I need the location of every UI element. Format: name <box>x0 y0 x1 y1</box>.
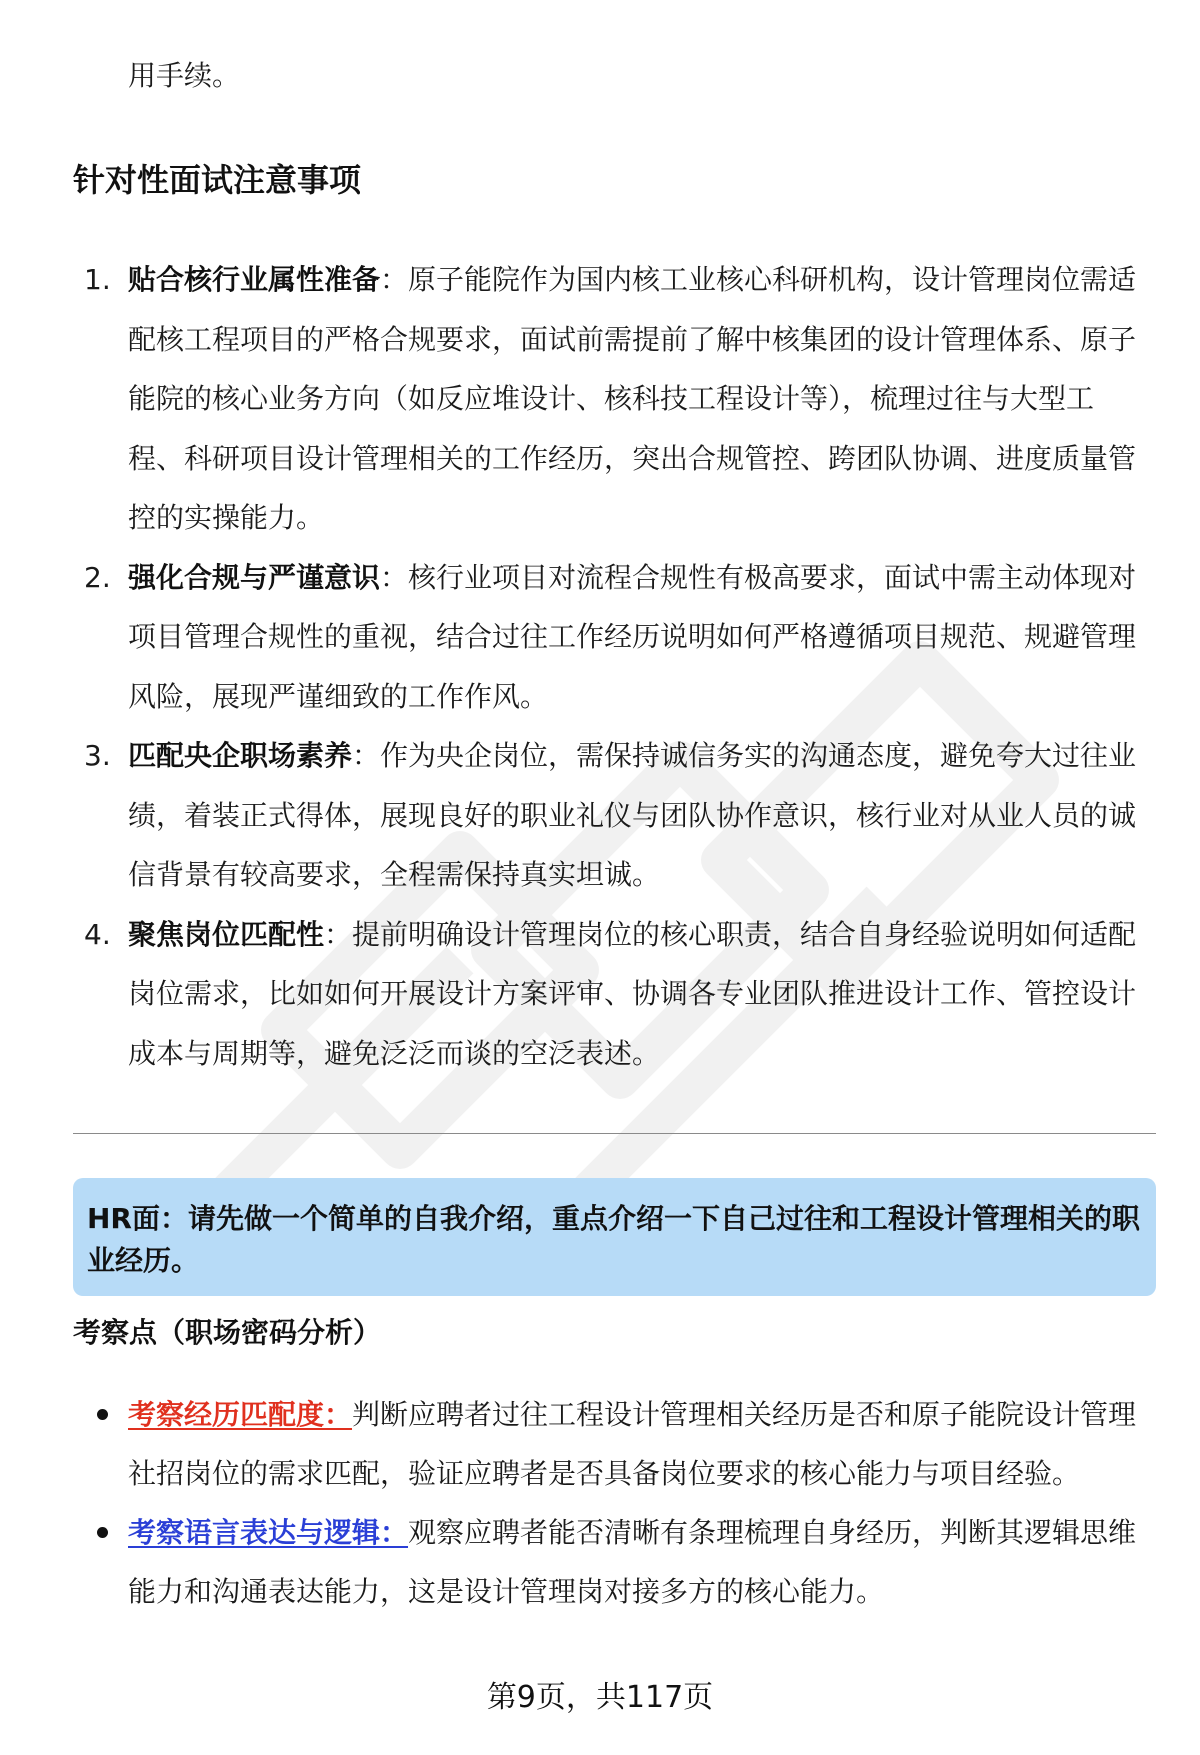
continuation-text: 用手续。 <box>128 59 241 92</box>
item-colon: ： <box>380 263 409 296</box>
section-title: 针对性面试注意事项 <box>73 161 362 199</box>
bullet-text: 判断应聘者过往工程设计管理相关经历是否和原子能院设计管理社招岗位的需求匹配，验证应聘者是否具备岗位要求的核心能力与项目经验。 <box>128 1398 1137 1490</box>
item-text: 核行业项目对流程合规性有极高要求，面试中需主动体现对项目管理合规性的重视，结合过往工作经历说明如何严格遵循项目规范、规避管理风险，展现严谨细致的工作作风。 <box>128 560 1137 713</box>
item-keyword: 匹配央企职场素养 <box>128 739 353 772</box>
section-divider <box>73 1133 1156 1134</box>
item-keyword: 聚焦岗位匹配性 <box>128 917 325 951</box>
item-number: 4. <box>84 917 111 951</box>
assessment-title: 考察点（职场密码分析） <box>73 1316 382 1349</box>
item-text: 提前明确设计管理岗位的核心职责，结合自身经验说明如何适配岗位需求，比如如何开展设计方案评审、协调各专业团队推进设计工作、管控设计成本与周期等，避免泛泛而谈的空泛表述。 <box>128 917 1137 1070</box>
item-number: 1. <box>84 263 111 296</box>
hr-question-box <box>73 1178 1156 1296</box>
bullet-item-1 <box>0 1385 1200 1503</box>
numbered-list <box>0 250 1200 1083</box>
numbered-item-2 <box>0 548 1200 727</box>
item-colon: ： <box>380 560 409 594</box>
numbered-item-4 <box>0 905 1200 1084</box>
item-number: 2. <box>84 560 111 594</box>
bullet-list <box>0 1385 1200 1621</box>
item-keyword: 贴合核行业属性准备 <box>128 263 381 296</box>
item-colon: ： <box>324 917 353 951</box>
bullet-keyword: 考察语言表达与逻辑： <box>128 1516 409 1549</box>
bullet-dot <box>97 1527 108 1538</box>
page-footer: 第9页，共117页 <box>486 1680 714 1715</box>
item-number: 3. <box>84 739 111 772</box>
numbered-item-1 <box>0 250 1200 548</box>
bullet-dot <box>97 1409 108 1420</box>
hr-question-text: HR面：请先做一个简单的自我介绍，重点介绍一下自己过往和工程设计管理相关的职业经历。 <box>87 1202 1140 1277</box>
bullet-item-2 <box>0 1503 1200 1621</box>
item-keyword: 强化合规与严谨意识 <box>128 560 381 594</box>
bullet-keyword: 考察经历匹配度： <box>128 1398 353 1431</box>
item-colon: ： <box>352 739 381 772</box>
numbered-item-3 <box>0 726 1200 905</box>
item-text: 作为央企岗位，需保持诚信务实的沟通态度，避免夸大过往业绩，着装正式得体，展现良好的职业礼仪与团队协作意识，核行业对从业人员的诚信背景有较高要求，全程需保持真实坦诚。 <box>128 739 1137 891</box>
item-text: 原子能院作为国内核工业核心科研机构，设计管理岗位需适配核工程项目的严格合规要求，面试前需提前了解中核集团的设计管理体系、原子能院的核心业务方向（如反应堆设计、核科技工程设计等），梳理过往与大型工程、科研项目设计管理相关的工作经历，突出合规管控、跨团队协调、进度质量管控的实操能力。 <box>128 263 1137 534</box>
bullet-text: 观察应聘者能否清晰有条理梳理自身经历，判断其逻辑思维能力和沟通表达能力，这是设计管理岗对接多方的核心能力。 <box>128 1516 1137 1608</box>
